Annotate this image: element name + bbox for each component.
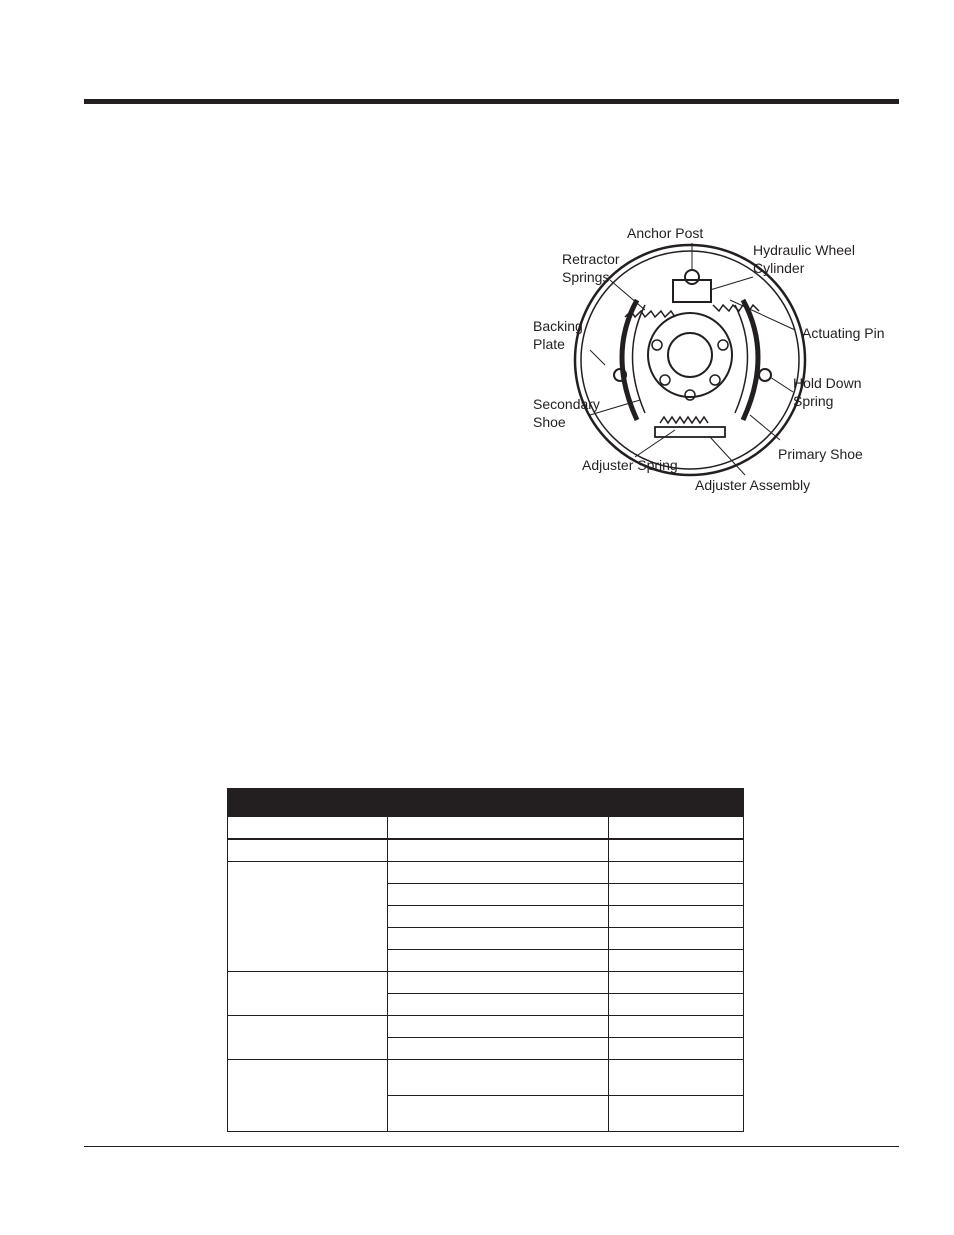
callout-adjuster-spring: Adjuster Spring [582, 457, 678, 473]
drum-brake-diagram [525, 205, 895, 500]
table-cell [388, 972, 609, 994]
table-cell [388, 839, 609, 862]
footer-rule [84, 1146, 899, 1147]
callout-primary-shoe: Primary Shoe [778, 446, 863, 462]
callout-retractor-springs: Retractor Springs [562, 251, 620, 285]
table-cell [388, 817, 609, 840]
table-row [228, 972, 744, 994]
table-row [228, 862, 744, 884]
table-cell [388, 928, 609, 950]
table-cell [388, 1060, 609, 1096]
table-cell [388, 906, 609, 928]
table-cell [609, 1016, 744, 1038]
table-cell [228, 839, 388, 862]
table-cell [228, 1060, 388, 1132]
table-cell [228, 1016, 388, 1060]
table-cell [609, 1096, 744, 1132]
table-row [228, 839, 744, 862]
table-header [228, 789, 744, 817]
callout-actuating-pin: Actuating Pin [802, 325, 885, 341]
table-cell [609, 862, 744, 884]
table-row [228, 1016, 744, 1038]
table-cell [609, 839, 744, 862]
table-cell [609, 817, 744, 840]
table-cell [388, 1016, 609, 1038]
table-header-row [228, 789, 744, 817]
table-cell [388, 950, 609, 972]
table-cell [388, 862, 609, 884]
table-cell [228, 817, 388, 840]
table-row [228, 1060, 744, 1096]
callout-backing-plate: Backing Plate [533, 318, 583, 352]
table-cell [388, 1096, 609, 1132]
table-cell [388, 884, 609, 906]
callout-anchor-post: Anchor Post [627, 225, 704, 241]
table-cell [609, 906, 744, 928]
table-cell [388, 1038, 609, 1060]
table-cell [609, 884, 744, 906]
callout-hydraulic-wheel-cylinder: Hydraulic Wheel Cylinder [753, 242, 855, 276]
table-cell [388, 994, 609, 1016]
table-cell [609, 1060, 744, 1096]
spec-table [227, 788, 744, 1132]
table-cell [609, 950, 744, 972]
table-cell [609, 1038, 744, 1060]
callout-adjuster-assembly: Adjuster Assembly [695, 477, 811, 493]
header-rule [84, 99, 899, 104]
table-cell [609, 928, 744, 950]
callout-secondary-shoe: Secondary Shoe [533, 396, 600, 430]
table-cell [609, 994, 744, 1016]
table-cell [609, 972, 744, 994]
callout-hold-down-spring: Hold Down Spring [793, 375, 862, 409]
table-cell [228, 972, 388, 1016]
table-cell [228, 862, 388, 972]
table-column-header-row [228, 817, 744, 840]
